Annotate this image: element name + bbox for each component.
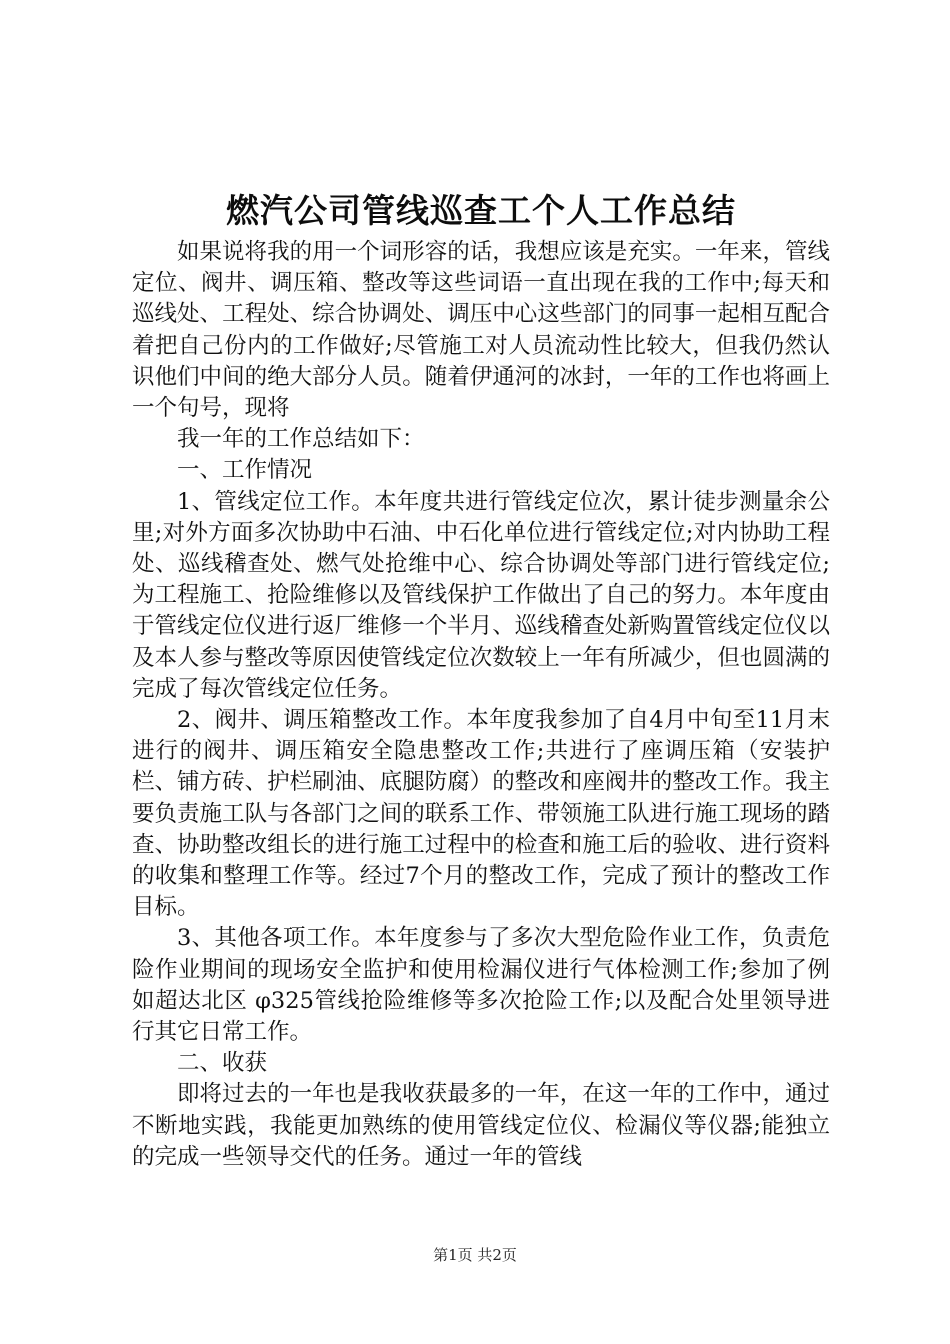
heading-gains: 二、收获	[177, 1050, 268, 1077]
paragraph-pipeline-locating: 1、管线定位工作。本年度共进行管线定位次，累计徒步测量余公里;对外方面多次协助中石油、中石化单位进行管线定位;对内协助工程处、巡线稽查处、燃气处抢维中心、综合协调处等部门进行管线定位;为工程施工、抢险维修以及管线保护工作做出了自己的努力。本年度由于管线定位仪进行返厂维修一个半月、巡线稽查处新购置管线定位仪以及本人参与整改等原因使管线定位次数较上一年有所减少，但也圆满的完成了每次管线定位任务。	[132, 488, 830, 702]
document-page	[132, 188, 830, 1173]
paragraph-gains: 即将过去的一年也是我收获最多的一年，在这一年的工作中，通过不断地实践，我能更加熟练的使用管线定位仪、检漏仪等仪器;能独立的完成一些领导交代的任务。通过一年的管线	[132, 1081, 830, 1170]
paragraph-other-work: 3、其他各项工作。本年度参与了多次大型危险作业工作，负责危险作业期间的现场安全监护和使用检漏仪进行气体检测工作;参加了例如超达北区 φ325管线抢险维修等多次抢险工作;以及配合处里领导进行其它日常工作。	[132, 925, 830, 1046]
heading-work-situation: 一、工作情况	[177, 457, 313, 484]
paragraph-valve-rectification: 2、阀井、调压箱整改工作。本年度我参加了自4月中旬至11月末进行的阀井、调压箱安全隐患整改工作;共进行了座调压箱（安装护栏、铺方砖、护栏刷油、底腿防腐）的整改和座阀井的整改工作。我主要负责施工队与各部门之间的联系工作、带领施工队进行施工现场的踏查、协助整改组长的进行施工过程中的检查和施工后的验收、进行资料的收集和整理工作等。经过7个月的整改工作，完成了预计的整改工作目标。	[132, 707, 830, 921]
document-body	[132, 237, 830, 1173]
page-number-footer: 第1页 共2页	[433, 1246, 517, 1264]
paragraph-summary-lead: 我一年的工作总结如下：	[177, 426, 425, 453]
document-title: 燃汽公司管线巡查工个人工作总结	[226, 191, 736, 230]
paragraph-intro: 如果说将我的用一个词形容的话，我想应该是充实。一年来，管线定位、阀井、调压箱、整改等这些词语一直出现在我的工作中;每天和巡线处、工程处、综合协调处、调压中心这些部门的同事一起相互配合着把自己份内的工作做好;尽管施工对人员流动性比较大，但我仍然认识他们中间的绝大部分人员。随着伊通河的冰封，一年的工作也将画上一个句号，现将	[132, 239, 830, 422]
